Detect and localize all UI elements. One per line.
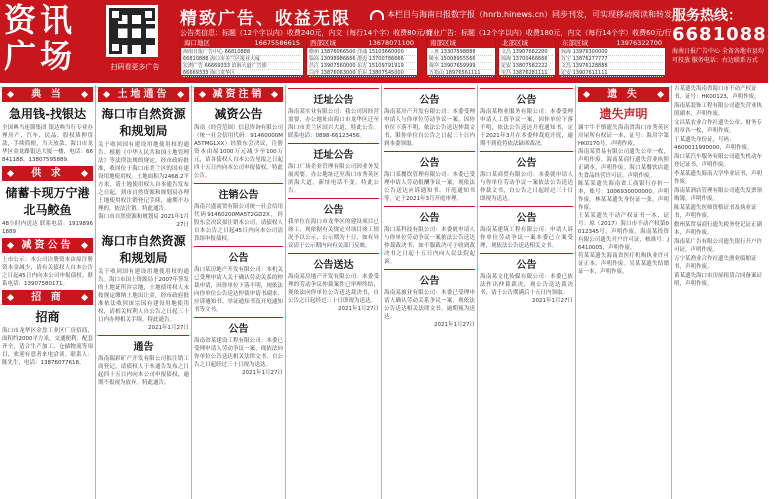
ad-title: 储蓄卡现万宁港北马鲛鱼 — [5, 186, 90, 217]
section-header: 土地通告 — [98, 87, 189, 102]
contact-row: 屯昌 13876281111 — [501, 70, 553, 77]
section-header: 典 当 — [2, 87, 93, 102]
column-1 — [0, 85, 96, 499]
ad-body-text: 全国典当连锁集团 银达典当行专业办理房产、汽车、民品、股权质押贷款，手续简便，当天放款。海口市龙华区金龙路银达大厦一楼，电话：66841188，13807595889。 — [2, 125, 93, 163]
lost-notice-item: 万宁某渔业合作社遗失渔业船舶证书，声明作废。 — [674, 256, 757, 270]
announcement-title: 迁址公告 — [288, 143, 379, 161]
contact-row: 文昌 13907682200 — [501, 49, 553, 56]
price-public: 公告类信息：标题（12个字以内）收费240元，内文（每行14个字）收费80元/行 — [180, 29, 433, 37]
ad-signature: 海口市自然资源和规划局 2021年1月27日 — [98, 214, 189, 228]
announcement-title: 公告 — [480, 253, 573, 271]
ad-body-text: 海口广场企业管理有限公司因业务发展需要，办公地址迁至海口市秀英区滨海大道，新址电话不变。特此公告。 — [288, 164, 379, 194]
ad-body-text: 海南某物业服务有限公司：本委受理申请人工资争议一案，因你单位下落不明，依法公告送达开庭通知书，定于2021年3月在本委仲裁庭开庭，逾期不到庭将依法缺席裁决。 — [480, 109, 573, 147]
announcement-title: 迁址公告 — [288, 88, 379, 106]
ad-body-text: 海南某房地产开发有限公司：本委受理的劳动争议仲裁案件已审理终结，现依法向你单位公告送达裁决书，自公告之日起经过三十日即视为送达。 — [288, 274, 379, 304]
qr-code[interactable] — [106, 5, 158, 57]
announcement-title: 公告 — [384, 269, 475, 287]
lost-notice-item: 海南某装饰工程有限公司遗失营业执照副本，声明作废。 — [674, 103, 763, 117]
announcement-title: 通告 — [98, 335, 189, 353]
contact-table — [306, 38, 418, 76]
digital-notice — [370, 9, 680, 20]
contact-row: 文昌 13976128888 — [561, 63, 663, 70]
digital-notice-text: 本栏目与海南日报数字报（hnrb.hinews.cn）同步刊发，可实现移动阅读和转发。 — [387, 10, 681, 19]
contact-region: 北部区域 — [502, 39, 528, 47]
price-commercial: 商业广告：标题（12个字以内）收费180元，内文（每行14个字）收费60元/行 — [426, 29, 672, 37]
masthead-line2: 广场 — [4, 37, 77, 75]
wifi-icon — [370, 10, 384, 20]
ad-signature: 2021年1月27日 — [434, 322, 475, 328]
announcement-title: 注销公告 — [194, 183, 283, 201]
lost-notice-item: 王某遗失身份证，号码：4600011990000，声明作废。 — [674, 137, 753, 151]
column-2 — [96, 85, 192, 499]
ad-body-text: 符某某遗失海南省医疗机构执业许可证正本，声明作废。吴某某遗失结婚证一本，声明作废。 — [578, 253, 669, 275]
ad-title: 遗失声明 — [599, 107, 648, 121]
ad-body-text: 海口某科技有限公司：本委就申请人与你单位劳动争议一案依法公告送达仲裁裁决书，如不服裁决可于收到裁决书之日起十五日内向人民法院起诉。 — [384, 227, 475, 265]
contact-row: 海南日报广告中心 66810888 — [183, 49, 301, 56]
ad-body-text: 海南省某建设工程有限公司：本委已受理申请人劳动争议一案，现依法向你单位公告送达相关法律文书，自公告之日起经过三十日视为送达。 — [194, 338, 283, 368]
ad-body-text: 王某某遗失不动产权证书一本，证号：琼（2017）海口市不动产权第0012345号，声明作废。海南某投资有限公司遗失开户许可证，核准号：J6410005，声明作废。 — [578, 213, 669, 251]
contact-row: 昌江 13907560000 东方 15109791919 — [309, 63, 415, 70]
slogan: 精致广告、收益无限 — [180, 9, 351, 29]
ad-body-text: 关于收回国有建设用地使用权的通告。海口市国土资源局于2007年签发的土地证所涉宗地，土地使用权人未按规定缴纳土地出让金，经市政府批准依法收回该宗国有建设用地使用权，请相关权利人自公告之日起三十日内办理相关手续。特此通告。 — [98, 269, 189, 323]
contact-table — [558, 38, 666, 76]
ad-body-text: 海南瑞彩矿产开发有限公司拟注销工商登记，请债权人于本通告发布之日起四十五日内向本公司申报债权，逾期不报视为放弃。特此通告。 — [98, 356, 189, 386]
lost-notice-item: 海南某酒店管理有限公司遗失发票领购簿，声明作废。 — [674, 188, 763, 202]
announcement-title: 公告 — [384, 206, 475, 224]
announcement-title: 公告 — [480, 151, 573, 169]
ad-title: 招商 — [35, 310, 60, 324]
masthead — [4, 2, 100, 74]
ad-body-text: 我单位在海口市龙华区的建设项目已竣工，现依据有关规定对项目竣工情况予以公示，公示期为十日，如有异议请于公示期内向有关部门反映。 — [288, 219, 379, 249]
contact-row: 三亚 13307598888 — [429, 49, 493, 56]
qr-code-pattern — [109, 8, 155, 54]
ad-body-text: 海南某文化传媒有限公司：本委已依法作出仲裁裁决，现公告送达裁决书，请于公告期满后十五日内领取。 — [480, 274, 573, 296]
contact-row: 五指山 18976561111 — [429, 70, 493, 77]
hotline-label: 服务热线： — [672, 8, 742, 24]
ad-body-text: 海南某实业有限公司：我公司因经营需要，办公地址由海口市龙华区迁至海口市美兰区国兴大道，特此公告。联系电话：0898-66123456。 — [288, 109, 379, 139]
contact-row: 定安 13807582222 — [501, 63, 553, 70]
contact-region: 海口地区 — [184, 39, 210, 47]
ad-body-text: 海南某旅业有限公司：本委已受理申请人确认劳动关系争议一案，现依法公告送达相关法律文书，逾期视为送达。 — [384, 290, 475, 320]
column-4 — [286, 85, 382, 499]
contact-row: 定安 13907611111 — [561, 70, 663, 77]
column-7 — [576, 85, 672, 499]
ad-body-text: 海南（经营范围）信息咨询有限公司（统一社会信用代码：91460000MA5TMGLXX）经股东会决议，注册资本由原1000万元减少至100万元，请各债权人自本公告见报之日起四十五日内向本公司申报债权。特此公告。 — [194, 125, 283, 179]
lost-notice-item: 文昌某农业合作社遗失公章、财务专用章各一枚，声明作废。 — [674, 120, 763, 134]
ad-title: 海口市自然资源和规划局 — [101, 234, 186, 265]
section-header: 供 求 — [2, 166, 93, 181]
announcement-title: 公告 — [384, 151, 475, 169]
section-header: 减资注销 — [194, 87, 283, 102]
lost-notice-item: 儋州某贸易商行遗失税务登记证正副本，声明作废。 — [674, 222, 763, 236]
announcement-title: 公告 — [480, 206, 573, 224]
contact-row: 保亭 13907659999 — [429, 63, 493, 70]
contact-row: 万宁 13876277777 — [561, 56, 663, 63]
section-header: 遗 失 — [578, 87, 669, 102]
contact-row: 儋州 13876066500 洋浦 15103660000 — [309, 49, 415, 56]
column-5 — [382, 85, 478, 499]
column-6 — [478, 85, 576, 499]
announcement-title: 公告 — [384, 88, 475, 106]
hotline-note: 海南日报广告中心 全省各地市县均可投放 服务电话：右边联系方式 — [672, 48, 764, 64]
section-header: 减资公告 — [2, 238, 93, 253]
contact-row: 宏鸿广告 66669333 滨海大道广告部 — [183, 63, 301, 70]
ad-body-text: 陈某某遗失海南省工商银行存折一本，账号：1006930000000，声明作废。林某某遗失身份证一张，声明作废。 — [578, 181, 669, 211]
contact-table — [498, 38, 556, 76]
announcement-title: 公告送达 — [288, 253, 379, 271]
ad-body-text: 海南兴盛商贸有限公司统一社会信用代码91460200MA5T2GD2X，经股东会决议拟注销本公司，请债权人自本公告之日起45日内向本公司清算组申报债权。 — [194, 204, 283, 242]
contact-table — [426, 38, 496, 76]
ad-title: 海口市自然资源和规划局 — [101, 107, 186, 138]
ad-title: 减资公告 — [214, 107, 263, 121]
announcement-title: 公告 — [194, 317, 283, 335]
column-8 — [672, 85, 768, 499]
lost-notice-item: 陈某某遗失医师资格证书及执业证书，声明作废。 — [674, 205, 757, 219]
ad-body-text: 上市公示：本公司注册资本由原注册资本金减少，请有关债权人自本公告之日起45日内向本公司申报债权。联系电话：13907580171。 — [2, 257, 93, 287]
ad-body-text: 海南某贸易有限公司遗失公章一枚，声明作废。海南某商行遗失营业执照正副本，声明作废。海口某餐饮店遗失食品经营许可证，声明作废。 — [578, 149, 669, 179]
lost-notice-item: 李某某遗失海南大学毕业证书，声明作废。 — [674, 171, 763, 185]
lost-notice-item: 黄某遗失海口市房屋租赁合同备案证明，声明作废。 — [674, 273, 763, 287]
section-header: 招 商 — [2, 290, 93, 305]
qr-corner — [142, 8, 155, 21]
qr-corner — [109, 41, 122, 54]
ad-signature: 2021年1月27日 — [532, 298, 573, 304]
lost-notice-item: 吉某遗失海南省海口市不动产权证书，证号：HK00123，声明作废。 — [674, 86, 760, 100]
masthead-line1: 资讯 — [4, 1, 77, 39]
contact-row: 琼海 13700466666 — [501, 56, 553, 63]
contact-region: 南部区域 — [430, 39, 456, 47]
column-3 — [192, 85, 286, 499]
contact-row: 白沙 13876063000 乐东 13807545000 — [309, 70, 415, 77]
contact-table — [180, 38, 304, 76]
ad-body-text: 海口某餐饮管理有限公司：本委已受理申请人劳动报酬争议一案，现依法公告送达应诉通知书、开庭通知书等，定于2021年3月开庭审理。 — [384, 172, 475, 202]
ad-title: 急用钱-找银达 — [9, 107, 86, 121]
ad-body-text: 海口某房地产开发有限公司：本机关已受理申请人关于确认劳动关系的仲裁申请，因你单位下落不明，现依法向你单位公告送达仲裁申请书副本、应诉通知书、举证通知书及开庭通知书等文书。 — [194, 267, 283, 313]
contact-row: 陵水 15008955566 — [429, 56, 493, 63]
ad-body-text: 48小时内送达 联系电话：19198961889 — [2, 221, 93, 235]
ad-body-text: 海口某商贸有限公司：本委就申请人与你单位劳动争议一案依法公告送达仲裁文书，自公告之日起经过三十日即视为送达。 — [480, 172, 573, 202]
contact-region: 东部区域 — [562, 39, 588, 47]
ad-signature: 2021年1月27日 — [242, 370, 283, 376]
lost-notice-item: 海口某汽车服务有限公司遗失机动车登记证书，声明作废。 — [674, 154, 763, 168]
ad-body-text: 海南某房产开发有限公司：本委受理申请人与你单位劳动争议一案，因你单位下落不明，依法公告送达仲裁文书，限你单位自公告之日起三十日内到本委领取。 — [384, 109, 475, 147]
announcement-title: 公告 — [194, 246, 283, 264]
qr-caption: 扫码看更多广告 — [110, 63, 160, 71]
contact-region: 西部区域 — [310, 39, 336, 47]
header-banner — [0, 0, 780, 83]
ad-signature: 2021年1月27日 — [338, 306, 379, 312]
ad-body-text: 海口市龙华区金盘工业区厂房招商，面积约2000平方米，交通便利，配套齐全，适合生产加工、仓储物流等项目，欢迎有意者来电洽谈。联系人：陈先生，电话：13876077618。 — [2, 328, 93, 366]
contact-phone[interactable]: 13678071100 — [368, 39, 414, 47]
contact-row: 66669333 海口龙华区 — [183, 70, 301, 77]
contact-row: 66810888 海口市美兰区报业大厦 — [183, 56, 301, 63]
qr-corner — [109, 8, 122, 21]
contact-row: 琼海 13976300000 — [561, 49, 663, 56]
contact-phone[interactable]: 13976322700 — [616, 39, 662, 47]
ad-body-text: 海南某建筑工程有限公司：申请人诉你单位劳动争议一案本委已立案受理，现依法公告送达相关文书。 — [480, 227, 573, 249]
hotline-number[interactable]: 66810888 — [672, 24, 780, 45]
announcement-title: 公告 — [288, 198, 379, 216]
announcement-title: 公告 — [480, 88, 573, 106]
lost-notice-item: 海南某广告有限公司遗失银行开户许可证，声明作废。 — [674, 239, 763, 253]
contact-phone[interactable]: 16675586615 — [254, 39, 300, 47]
ad-body-text: 谢宇牛不慎遗失海南省海口市秀英区房屋所有权证一本，证号：海房字第HK0170号，声明作废。 — [578, 125, 669, 147]
contact-row: 临高 13098986666 澄迈 13700786666 — [309, 56, 415, 63]
ad-signature: 2021年1月27日 — [148, 325, 189, 331]
ad-body-text: 关于收回国有建设用地使用权的通告。根据《中华人民共和国土地管理法》等法律法规的规定，经市政府批准，收回位于海口市美兰区的国有建设用地使用权，土地面积为2468.2平方米，请土地使用权人自本通告发布之日起，到市自然资源和规划局办理土地使用权注销登记手续，逾期不办理的，依法注销。特此通告。 — [98, 142, 189, 212]
